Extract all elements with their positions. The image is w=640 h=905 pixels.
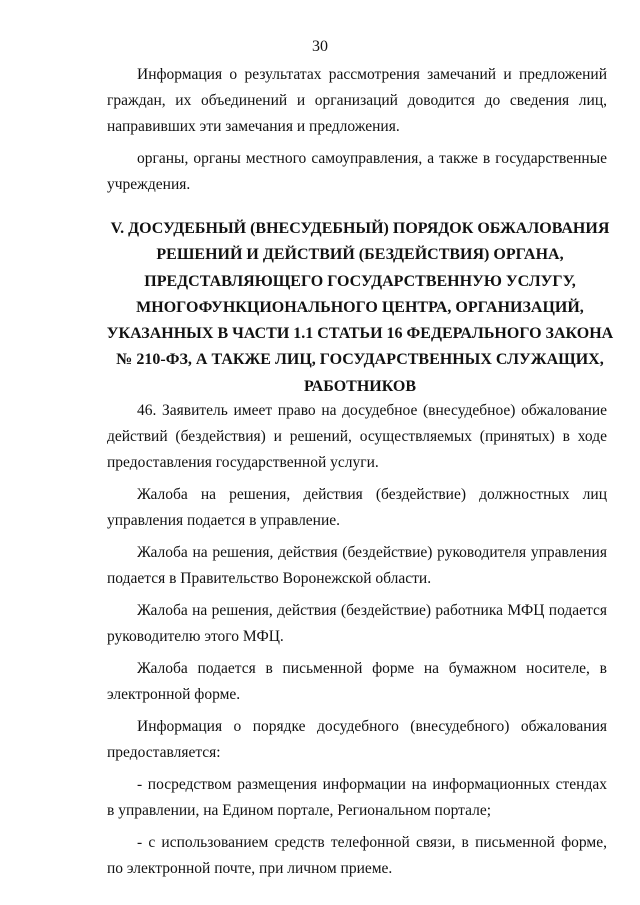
section-body [107,398,607,888]
paragraph: Жалоба на решения, действия (бездействие) работника МФЦ подается руководителю этого МФЦ. [107,602,607,645]
paragraph: Информация о порядке досудебного (внесудебного) обжалования предоставляется: [107,718,607,761]
paragraph: органы, органы местного самоуправления, а также в государственные учреждения. [107,150,607,193]
list-item: - с использованием средств телефонной связи, в письменной форме, по электронной почте, при личном приеме. [107,834,607,877]
page-number: 30 [312,38,328,55]
section-heading [95,216,625,400]
heading-line: РЕШЕНИЙ И ДЕЙСТВИЙ (БЕЗДЕЙСТВИЯ) ОРГАНА, [156,246,564,264]
paragraph: Информация о результатах рассмотрения замечаний и предложений граждан, их объединений и организаций доводится до сведения лиц, направивших эти замечания и предложения. [107,66,607,135]
heading-line: № 210-ФЗ, А ТАКЖЕ ЛИЦ, ГОСУДАРСТВЕННЫХ СЛУЖАЩИХ, [116,351,604,369]
paragraph: Жалоба на решения, действия (бездействие) руководителя управления подается в Правительство Воронежской области. [107,544,607,587]
paragraph: Жалоба подается в письменной форме на бумажном носителе, в электронной форме. [107,660,607,703]
heading-line: РАБОТНИКОВ [303,377,417,395]
paragraph: 46. Заявитель имеет право на досудебное (внесудебное) обжалование действий (бездействия) и решений, осуществляемых (принятых) в ходе предоставления государственной услуги. [107,402,607,471]
list-item: - посредством размещения информации на информационных стендах в управлении, на Едином портале, Региональном портале; [107,776,607,819]
heading-line: ПРЕДСТАВЛЯЮЩЕГО ГОСУДАРСТВЕННУЮ УСЛУГУ, [144,272,576,290]
heading-line: УКАЗАННЫХ В ЧАСТИ 1.1 СТАТЬИ 16 ФЕДЕРАЛЬНОГО ЗАКОНА [106,325,614,343]
heading-line: МНОГОФУНКЦИОНАЛЬНОГО ЦЕНТРА, ОРГАНИЗАЦИЙ, [136,298,584,316]
intro-block [107,62,607,198]
heading-line: V. ДОСУДЕБНЫЙ (ВНЕСУДЕБНЫЙ) ПОРЯДОК ОБЖАЛОВАНИЯ [110,220,610,237]
paragraph: Жалоба на решения, действия (бездействие) должностных лиц управления подается в управление. [107,486,607,529]
